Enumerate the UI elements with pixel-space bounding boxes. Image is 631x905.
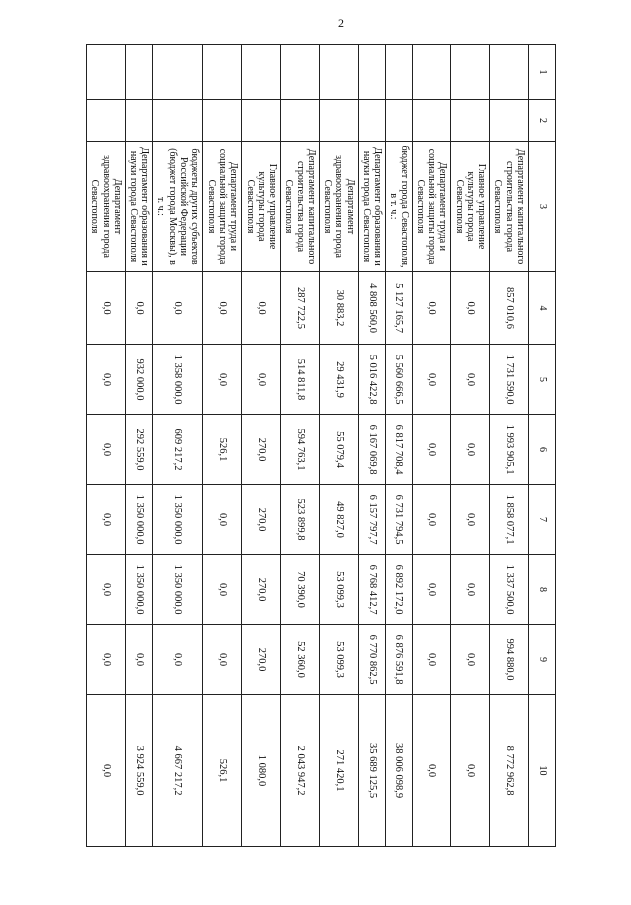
cell-col-2 [385,100,412,142]
cell-value: 5 127 165,7 [385,272,412,345]
row-label: Департамент капитального строительства города Севастополя [281,142,320,272]
cell-col-2 [412,100,451,142]
cell-value: 0,0 [412,555,451,625]
table-row [412,45,451,847]
cell-col-2 [87,100,126,142]
cell-value: 292 559,0 [125,415,152,485]
cell-value: 0,0 [451,485,490,555]
cell-value: 30 883,2 [319,272,358,345]
cell-value: 1 337 500,0 [490,555,529,625]
cell-value: 0,0 [125,272,152,345]
cell-value: 0,0 [125,625,152,695]
financing-table [86,44,556,847]
page-number: 2 [338,16,344,30]
cell-value: 287 722,5 [281,272,320,345]
cell-value: 0,0 [451,345,490,415]
cell-value: 1 350 000,0 [125,485,152,555]
cell-col-1 [451,45,490,100]
cell-value: 0,0 [152,272,203,345]
cell-value: 5 560 666,5 [385,345,412,415]
cell-total: 8 772 962,8 [490,695,529,847]
cell-total: 35 689 125,5 [358,695,385,847]
table-row [87,45,126,847]
cell-value: 523 899,8 [281,485,320,555]
cell-value: 6 731 794,5 [385,485,412,555]
column-header: 2 [529,100,556,142]
cell-total: 526,1 [203,695,242,847]
table-row [319,45,358,847]
cell-value: 526,1 [203,415,242,485]
cell-value: 514 811,8 [281,345,320,415]
cell-total: 0,0 [451,695,490,847]
cell-col-2 [281,100,320,142]
rotated-table-wrapper [86,44,556,846]
row-label: Главное управление культуры города Севастополя [242,142,281,272]
cell-col-2 [490,100,529,142]
cell-value: 1 993 905,1 [490,415,529,485]
table-row [152,45,203,847]
row-label: Департамент капитального строительства города Севастополя [490,142,529,272]
row-label: бюджет города Севастополя, в т. ч.: [385,142,412,272]
cell-value: 857 010,6 [490,272,529,345]
cell-value: 6 167 069,8 [358,415,385,485]
cell-value: 0,0 [203,625,242,695]
row-label: Департамент образования и науки города Севастополя [358,142,385,272]
cell-total: 0,0 [87,695,126,847]
cell-value: 6 817 708,4 [385,415,412,485]
table-row [490,45,529,847]
cell-value: 0,0 [203,555,242,625]
cell-value: 53 099,3 [319,625,358,695]
cell-value: 6 157 797,7 [358,485,385,555]
cell-value: 5 016 422,8 [358,345,385,415]
cell-col-1 [385,45,412,100]
table-row [125,45,152,847]
column-header: 1 [529,45,556,100]
cell-value: 994 880,0 [490,625,529,695]
cell-value: 1 358 000,0 [152,345,203,415]
cell-value: 52 360,0 [281,625,320,695]
cell-value: 270,0 [242,415,281,485]
table-row [203,45,242,847]
cell-total: 38 006 098,9 [385,695,412,847]
cell-col-1 [203,45,242,100]
cell-total: 3 924 559,0 [125,695,152,847]
column-header: 7 [529,485,556,555]
cell-value: 49 827,0 [319,485,358,555]
row-label: Департамент здравоохранения города Севастополя [87,142,126,272]
cell-col-1 [152,45,203,100]
cell-value: 29 431,9 [319,345,358,415]
cell-value: 0,0 [451,415,490,485]
cell-value: 0,0 [242,345,281,415]
cell-value: 0,0 [152,625,203,695]
cell-col-1 [358,45,385,100]
cell-value: 1 731 590,0 [490,345,529,415]
column-number-row [529,45,556,847]
cell-total: 0,0 [412,695,451,847]
column-header: 3 [529,142,556,272]
cell-col-1 [281,45,320,100]
cell-col-1 [319,45,358,100]
cell-col-1 [412,45,451,100]
cell-value: 6 892 172,0 [385,555,412,625]
cell-value: 932 000,0 [125,345,152,415]
table-row [242,45,281,847]
cell-total: 271 420,1 [319,695,358,847]
cell-col-2 [203,100,242,142]
cell-value: 53 099,3 [319,555,358,625]
cell-value: 0,0 [412,625,451,695]
cell-col-2 [319,100,358,142]
cell-value: 1 350 000,0 [152,555,203,625]
cell-value: 1 350 000,0 [125,555,152,625]
cell-value: 270,0 [242,555,281,625]
cell-col-1 [87,45,126,100]
column-header: 8 [529,555,556,625]
cell-col-1 [490,45,529,100]
cell-total: 1 080,0 [242,695,281,847]
cell-value: 0,0 [412,485,451,555]
cell-value: 6 770 862,5 [358,625,385,695]
cell-value: 0,0 [412,415,451,485]
cell-value: 70 390,0 [281,555,320,625]
table-body [87,45,529,847]
column-header: 5 [529,345,556,415]
table-row [281,45,320,847]
table-row [385,45,412,847]
cell-value: 0,0 [412,345,451,415]
cell-value: 0,0 [87,415,126,485]
column-header: 9 [529,625,556,695]
column-header: 10 [529,695,556,847]
cell-value: 6 768 412,7 [358,555,385,625]
cell-value: 0,0 [451,625,490,695]
cell-value: 0,0 [451,272,490,345]
cell-value: 0,0 [87,625,126,695]
cell-value: 0,0 [242,272,281,345]
column-header: 6 [529,415,556,485]
row-label: Департамент образования и науки города Севастополя [125,142,152,272]
table-row [358,45,385,847]
cell-col-1 [242,45,281,100]
cell-col-2 [358,100,385,142]
cell-value: 0,0 [451,555,490,625]
cell-value: 55 079,4 [319,415,358,485]
row-label: Департамент труда и социальной защиты города Севастополя [203,142,242,272]
cell-value: 270,0 [242,625,281,695]
column-header: 4 [529,272,556,345]
cell-value: 1 350 000,0 [152,485,203,555]
cell-value: 0,0 [87,485,126,555]
row-label: Департамент труда и социальной защиты города Севастополя [412,142,451,272]
cell-value: 594 763,1 [281,415,320,485]
cell-value: 6 876 591,8 [385,625,412,695]
cell-value: 0,0 [87,272,126,345]
cell-value: 0,0 [87,345,126,415]
cell-col-2 [451,100,490,142]
cell-value: 0,0 [203,272,242,345]
cell-value: 4 808 560,0 [358,272,385,345]
cell-col-2 [152,100,203,142]
cell-value: 0,0 [412,272,451,345]
cell-total: 4 667 217,2 [152,695,203,847]
cell-value: 1 858 077,1 [490,485,529,555]
cell-value: 609 217,2 [152,415,203,485]
cell-col-1 [125,45,152,100]
table-rotation-frame [86,44,556,846]
cell-value: 0,0 [87,555,126,625]
table-row [451,45,490,847]
cell-value: 0,0 [203,485,242,555]
row-label: Департамент здравоохранения города Севастополя [319,142,358,272]
cell-total: 2 043 947,2 [281,695,320,847]
cell-value: 0,0 [203,345,242,415]
row-label: бюджеты других субъектов Российской Федерации (бюджет города Москвы), в т. ч.: [152,142,203,272]
cell-col-2 [242,100,281,142]
cell-value: 270,0 [242,485,281,555]
row-label: Главное управление культуры города Севастополя [451,142,490,272]
cell-col-2 [125,100,152,142]
